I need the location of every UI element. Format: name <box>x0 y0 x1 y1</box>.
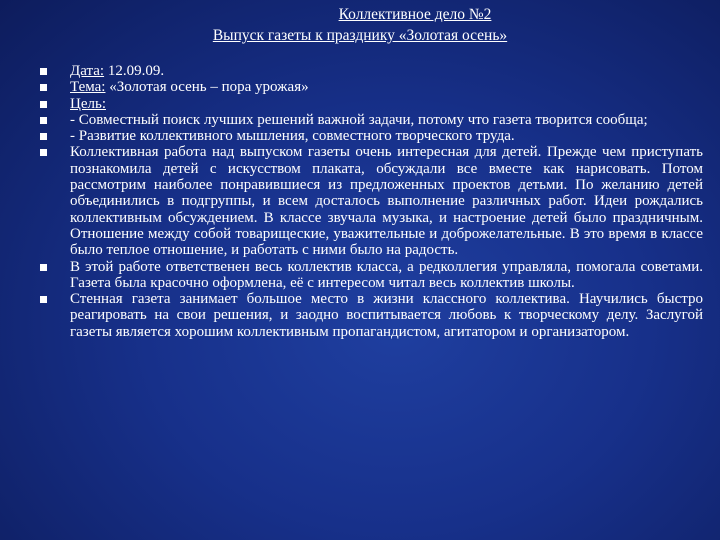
list-item-text: - Совместный поиск лучших решений важной задачи, потому что газета творится сообща; <box>70 111 648 128</box>
date-label: Дата: <box>70 63 105 79</box>
list-item-text: Стенная газета занимает большое место в жизни классного коллектива. Научились быстро реагировать на свои решения, и заодно воспитывается любовь к творческому делу. Заслугой газеты является хорошим коллективным пропагандистом, агитатором и организатором. <box>70 291 703 340</box>
square-bullet-icon <box>40 117 47 124</box>
title-line-2: Выпуск газеты к празднику «Золотая осень» <box>212 27 508 44</box>
list-item-text: - Развитие коллективного мышления, совместного творческого труда. <box>70 128 515 145</box>
bullet-list <box>40 63 703 340</box>
square-bullet-icon <box>40 149 47 156</box>
list-item-goal <box>40 96 703 112</box>
title-line-1: Коллективное дело №2 <box>338 6 492 23</box>
list-item <box>40 259 703 292</box>
goal-label: Цель: <box>70 95 106 112</box>
list-item-topic <box>40 79 703 95</box>
list-item <box>40 144 703 258</box>
list-item <box>40 291 703 340</box>
square-bullet-icon <box>40 101 47 108</box>
list-item <box>40 112 703 128</box>
square-bullet-icon <box>40 84 47 91</box>
list-item-text: Коллективная работа над выпуском газеты очень интересная для детей. Прежде чем приступать познакомила детей с искусством плаката, обсуждали все вместе как нарисовать. Потом рассмотрим наиболее понравившиеся из предложенных проектов детьми. По желанию детей объединились в подгруппы, и всем досталось выполнение различных работ. Идеи рождались коллективным обсуждением. В классе звучала музыка, и настроение детей было праздничным. Отношение между собой товарищеские, уважительные и доброжелательные. В это время в классе было теплое отношение, и работать с ними было на радость. <box>70 144 703 259</box>
square-bullet-icon <box>40 296 47 303</box>
list-item <box>40 128 703 144</box>
square-bullet-icon <box>40 264 47 271</box>
square-bullet-icon <box>40 133 47 140</box>
list-item-date <box>40 63 703 79</box>
list-item-text: В этой работе ответственен весь коллектив класса, а редколлегия управляла, помогала советами. Газета была красочно оформлена, её с интересом читал весь коллектив школы. <box>70 258 703 291</box>
date-value: 12.09.09. <box>104 63 165 79</box>
topic-label: Тема: <box>70 79 106 96</box>
topic-value: «Золотая осень – пора урожая» <box>105 79 309 96</box>
slide-title <box>0 4 720 46</box>
square-bullet-icon <box>40 68 47 75</box>
